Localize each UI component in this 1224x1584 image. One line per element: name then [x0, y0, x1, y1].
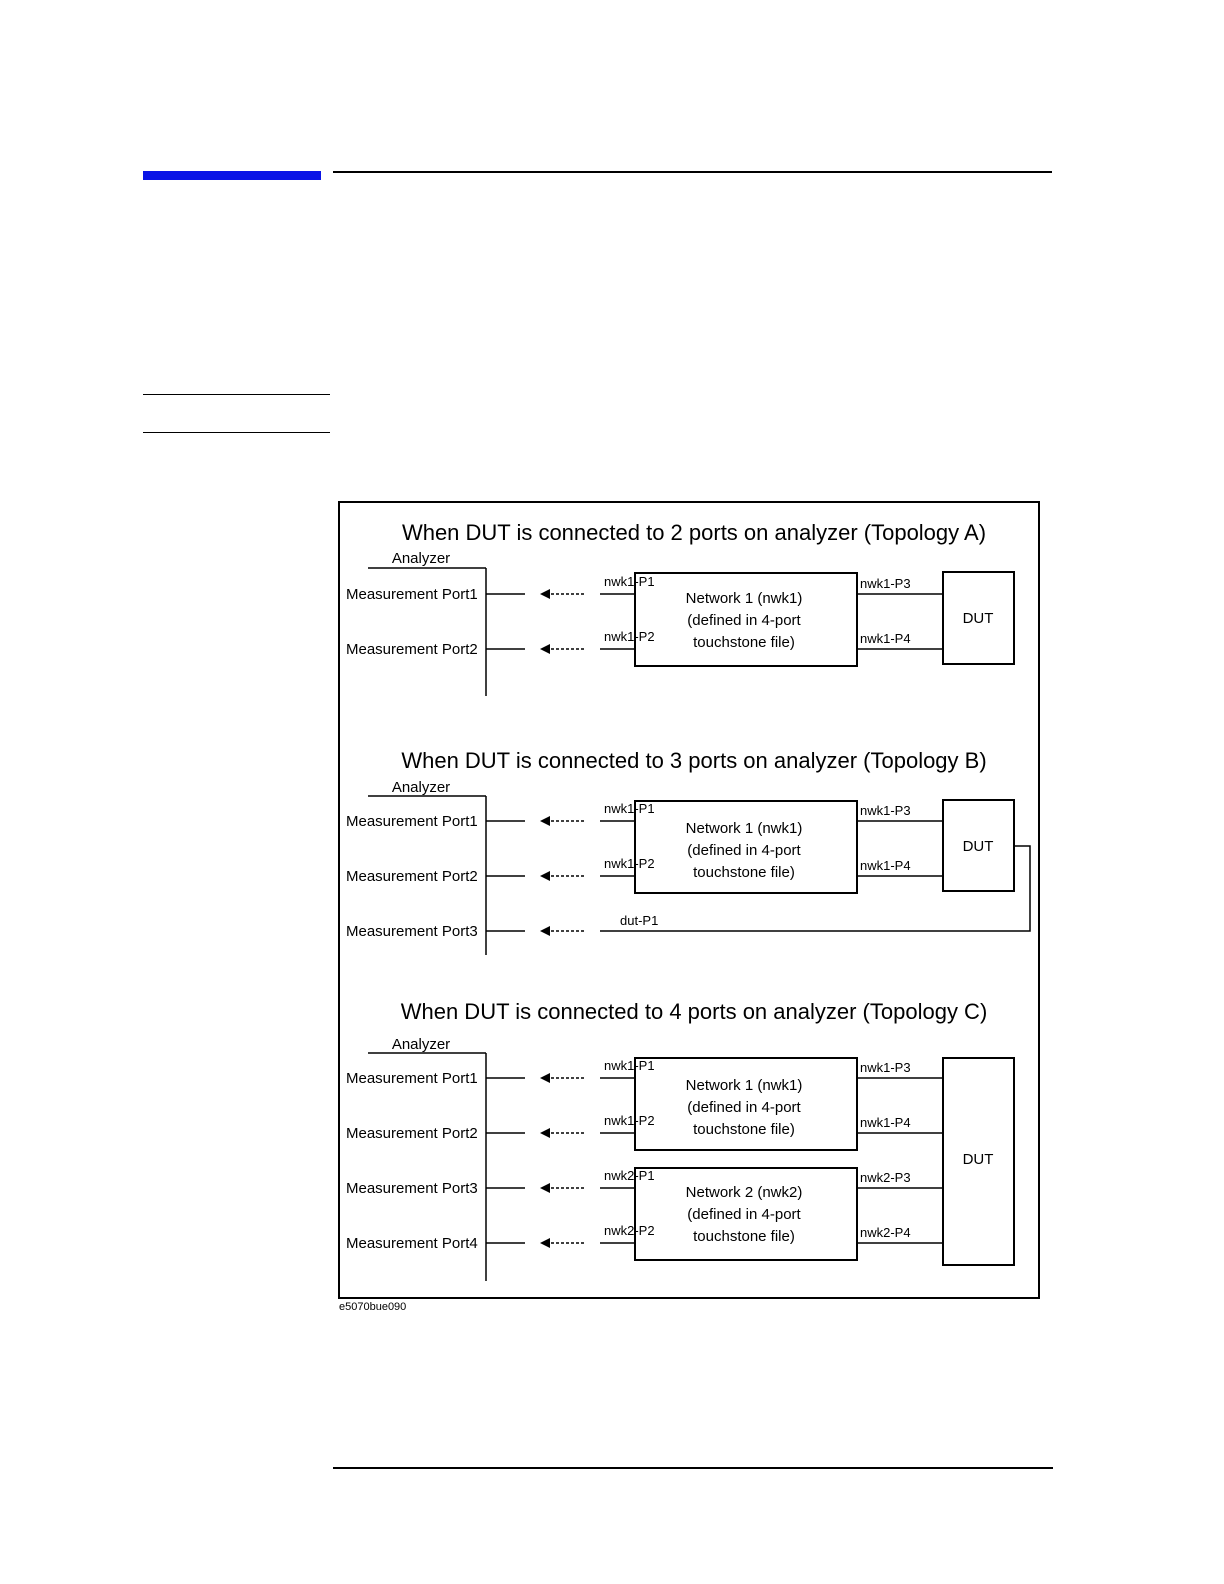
network-left-port-label: nwk2-P2	[604, 1223, 655, 1238]
network-right-port-label: nwk1-P4	[860, 631, 911, 646]
dut-label: DUT	[962, 1151, 994, 1168]
network-description-line: touchstone file)	[693, 1121, 795, 1138]
network-right-port-label: nwk1-P4	[860, 1115, 911, 1130]
network-right-port-label: nwk1-P3	[860, 1060, 911, 1075]
measurement-port-label: Measurement Port2	[346, 641, 478, 658]
network-right-port-label: nwk1-P3	[860, 803, 911, 818]
measurement-port-label: Measurement Port3	[346, 923, 478, 940]
dut-direct-link-line	[600, 846, 1030, 931]
topology-title: When DUT is connected to 2 ports on analyzer (Topology A)	[401, 520, 987, 545]
connection-arrowhead	[540, 1073, 550, 1083]
connection-arrowhead	[540, 1183, 550, 1193]
network-description-line: (defined in 4-port	[687, 612, 801, 629]
measurement-port-label: Measurement Port2	[346, 868, 478, 885]
network-left-port-label: nwk1-P2	[604, 629, 655, 644]
network-description-line: touchstone file)	[693, 1228, 795, 1245]
measurement-port-label: Measurement Port2	[346, 1125, 478, 1142]
connection-arrowhead	[540, 589, 550, 599]
network-1-block	[600, 573, 943, 666]
figure-id: e5070bue090	[339, 1301, 407, 1313]
measurement-port-label: Measurement Port4	[346, 1235, 478, 1252]
topology-a	[346, 520, 1014, 696]
topologies-group	[346, 520, 1030, 1281]
measurement-port-label: Measurement Port1	[346, 586, 478, 603]
network-left-port-label: nwk1-P1	[604, 574, 655, 589]
dut-direct-link-label: dut-P1	[620, 913, 659, 928]
network-description-line: Network 1 (nwk1)	[685, 590, 803, 607]
network-description-line: Network 1 (nwk1)	[685, 1077, 803, 1094]
measurement-port-label: Measurement Port3	[346, 1180, 478, 1197]
network-right-port-label: nwk1-P4	[860, 858, 911, 873]
network-1-block	[600, 801, 943, 893]
network-right-port-label: nwk1-P3	[860, 576, 911, 591]
connection-arrowhead	[540, 871, 550, 881]
network-right-port-label: nwk2-P4	[860, 1225, 911, 1240]
network-description-line: Network 1 (nwk1)	[685, 820, 803, 837]
connection-arrowhead	[540, 1128, 550, 1138]
topology-c	[346, 999, 1014, 1281]
measurement-port-label: Measurement Port1	[346, 1070, 478, 1087]
network-description-line: Network 2 (nwk2)	[685, 1184, 803, 1201]
topology-b	[346, 748, 1030, 955]
analyzer-label: Analyzer	[391, 779, 451, 796]
network-left-port-label: nwk1-P2	[604, 1113, 655, 1128]
analyzer-label: Analyzer	[391, 550, 451, 567]
network-description-line: (defined in 4-port	[687, 842, 801, 859]
dut-label: DUT	[962, 610, 994, 627]
network-description-line: touchstone file)	[693, 634, 795, 651]
connection-arrowhead	[540, 644, 550, 654]
connection-arrowhead	[540, 816, 550, 826]
network-left-port-label: nwk1-P1	[604, 1058, 655, 1073]
network-description-line: (defined in 4-port	[687, 1206, 801, 1223]
topology-title: When DUT is connected to 4 ports on analyzer (Topology C)	[400, 999, 988, 1024]
network-2-block	[600, 1168, 943, 1260]
network-description-line: (defined in 4-port	[687, 1099, 801, 1116]
network-left-port-label: nwk1-P2	[604, 856, 655, 871]
network-right-port-label: nwk2-P3	[860, 1170, 911, 1185]
network-1-block	[600, 1058, 943, 1150]
topology-title: When DUT is connected to 3 ports on analyzer (Topology B)	[401, 748, 987, 773]
network-description-line: touchstone file)	[693, 864, 795, 881]
connection-arrowhead	[540, 1238, 550, 1248]
connection-arrowhead	[540, 926, 550, 936]
measurement-port-label: Measurement Port1	[346, 813, 478, 830]
dut-label: DUT	[962, 838, 994, 855]
network-left-port-label: nwk1-P1	[604, 801, 655, 816]
analyzer-label: Analyzer	[391, 1036, 451, 1053]
network-left-port-label: nwk2-P1	[604, 1168, 655, 1183]
